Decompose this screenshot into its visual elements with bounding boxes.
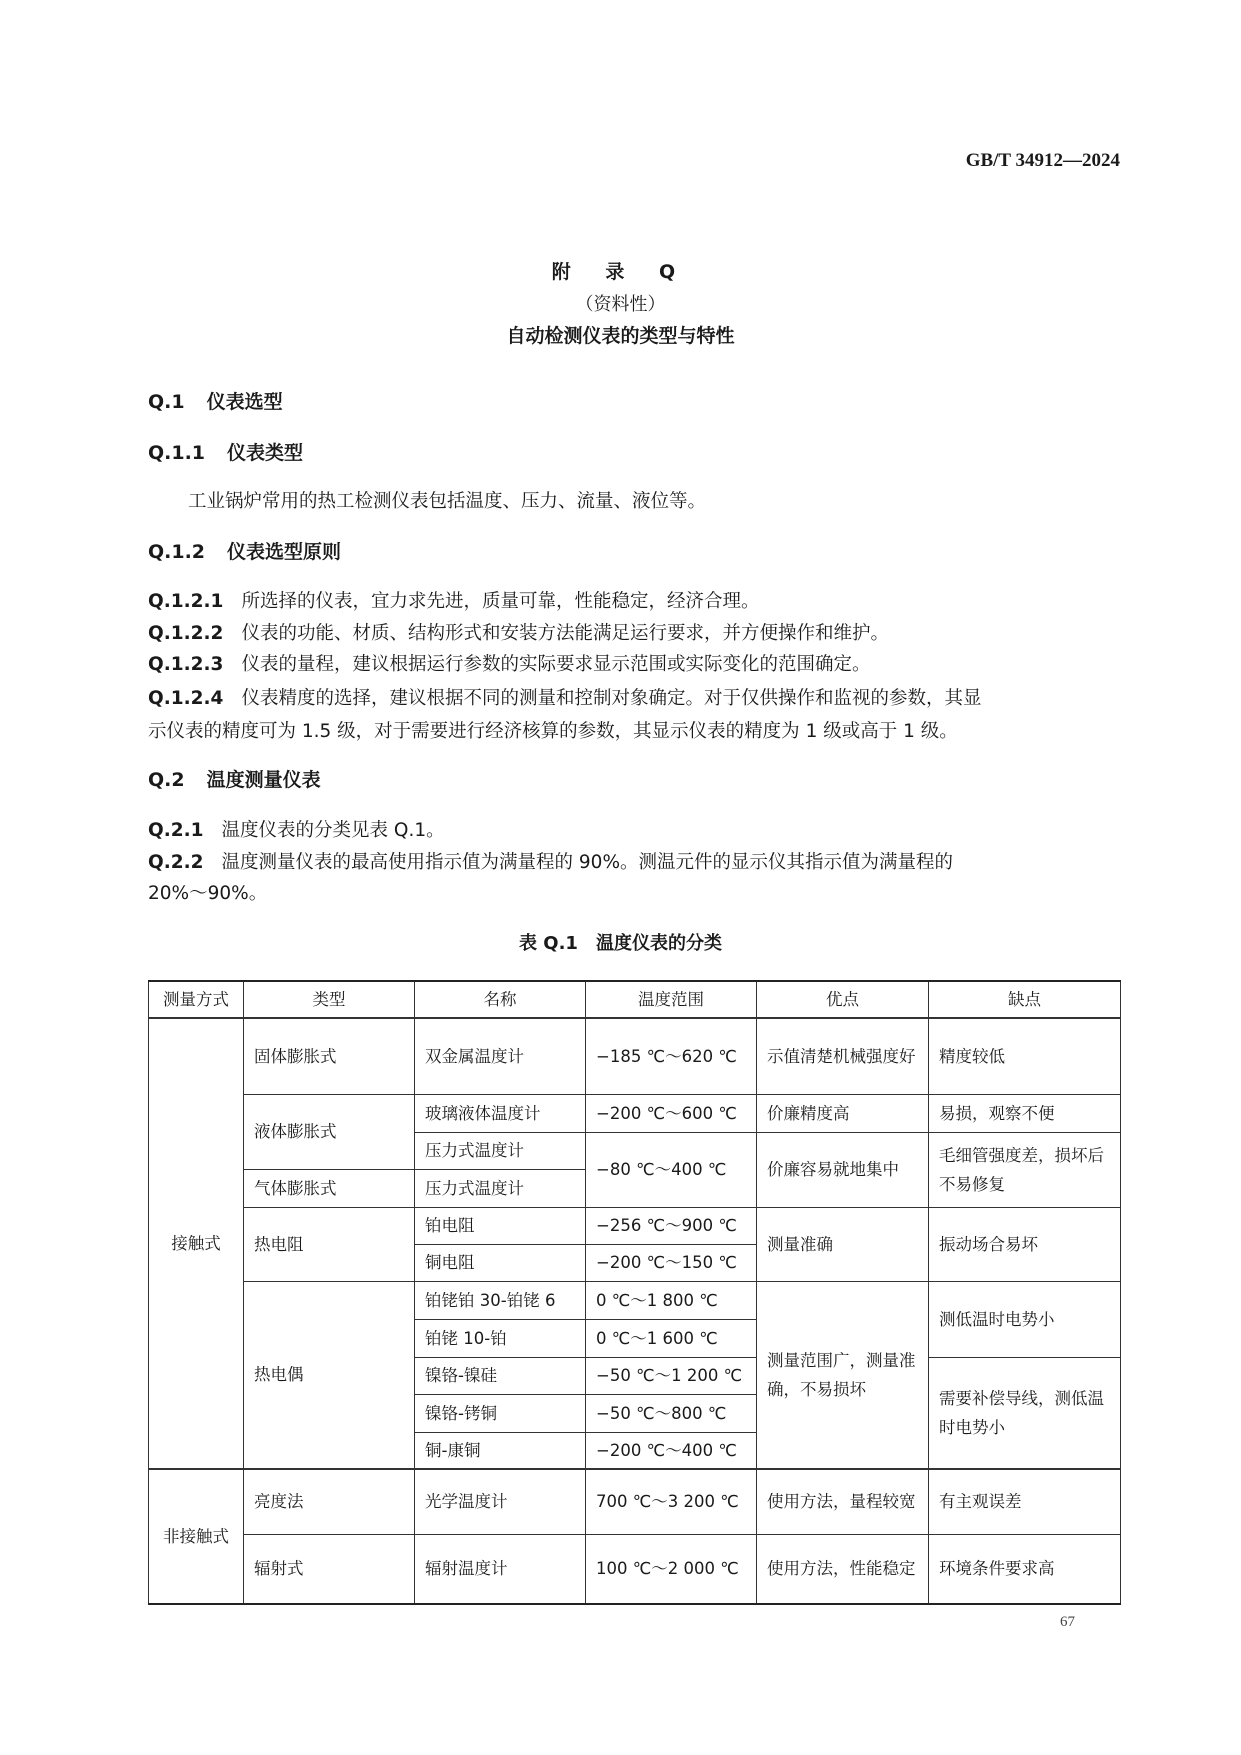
section-title: 温度测量仪表 xyxy=(206,769,321,791)
range-cell: −256 ℃～900 ℃ xyxy=(586,1207,757,1244)
clause-text: 仪表的量程，建议根据运行参数的实际要求显示范围或实际变化的范围确定。 xyxy=(241,654,871,675)
name-cell: 光学温度计 xyxy=(415,1469,586,1534)
standard-number: GB/T 34912—2024 xyxy=(965,150,1120,171)
clause-number: Q.2.2 xyxy=(148,852,204,873)
advantage-cell: 测量范围广，测量准确，不易损坏 xyxy=(757,1281,929,1469)
disadvantage-cell: 易损，观察不便 xyxy=(929,1094,1121,1132)
disadvantage-cell: 精度较低 xyxy=(929,1018,1121,1094)
clause-text: 所选择的仪表，宜力求先进，质量可靠，性能稳定，经济合理。 xyxy=(241,591,760,612)
range-cell: 0 ℃～1 600 ℃ xyxy=(586,1319,757,1357)
section-number: Q.2 xyxy=(148,769,185,791)
section-number: Q.1 xyxy=(148,391,185,413)
clause-text: 仪表的功能、材质、结构形式和安装方法能满足运行要求，并方便操作和维护。 xyxy=(241,623,889,644)
range-cell: 100 ℃～2 000 ℃ xyxy=(586,1534,757,1604)
name-cell: 压力式温度计 xyxy=(415,1169,586,1207)
clause-text: 温度测量仪表的最高使用指示值为满量程的 90%。测温元件的显示仪其指示值为满量程的 xyxy=(221,852,954,873)
range-cell: 700 ℃～3 200 ℃ xyxy=(586,1469,757,1534)
name-cell: 镍铬-铐铜 xyxy=(415,1394,586,1432)
advantage-cell: 价廉精度高 xyxy=(757,1094,929,1132)
column-header: 测量方式 xyxy=(149,981,244,1018)
disadvantage-cell: 需要补偿导线，测低温时电势小 xyxy=(929,1357,1121,1469)
table-caption: 表 Q.1 温度仪表的分类 xyxy=(519,933,722,954)
advantage-cell: 使用方法，量程较宽 xyxy=(757,1469,929,1534)
appendix-nature: （资料性） xyxy=(575,294,666,315)
name-cell: 压力式温度计 xyxy=(415,1132,586,1169)
clause-q124 xyxy=(148,684,1106,710)
range-cell: −200 ℃～600 ℃ xyxy=(586,1094,757,1132)
clause-q21 xyxy=(148,816,1106,842)
column-header: 类型 xyxy=(244,981,415,1018)
name-cell: 辐射温度计 xyxy=(415,1534,586,1604)
range-cell: −200 ℃～400 ℃ xyxy=(586,1432,757,1469)
range-cell: −50 ℃～1 200 ℃ xyxy=(586,1357,757,1394)
method-cell: 非接触式 xyxy=(149,1469,244,1604)
name-cell: 铂铑 10-铂 xyxy=(415,1319,586,1357)
disadvantage-cell: 有主观误差 xyxy=(929,1469,1121,1534)
type-cell: 辐射式 xyxy=(244,1534,415,1604)
type-cell: 热电阻 xyxy=(244,1207,415,1281)
clause-q124-continued: 示仪表的精度可为 1.5 级，对于需要进行经济核算的参数，其显示仪表的精度为 1 级或高于 1 级。 xyxy=(148,721,958,742)
paragraph-q11: 工业锅炉常用的热工检测仪表包括温度、压力、流量、液位等。 xyxy=(188,491,707,512)
range-cell: −80 ℃～400 ℃ xyxy=(586,1132,757,1207)
name-cell: 铂铑铂 30-铂铑 6 xyxy=(415,1281,586,1319)
appendix-title: 自动检测仪表的类型与特性 xyxy=(506,325,735,347)
page-number: 67 xyxy=(1060,1614,1075,1630)
clause-q122 xyxy=(148,619,1106,645)
type-cell: 亮度法 xyxy=(244,1469,415,1534)
section-title: 仪表类型 xyxy=(227,442,304,464)
range-cell: −50 ℃～800 ℃ xyxy=(586,1394,757,1432)
section-title: 仪表选型 xyxy=(206,391,283,413)
clause-number: Q.1.2.2 xyxy=(148,623,224,644)
disadvantage-cell: 振动场合易坏 xyxy=(929,1207,1121,1281)
table-row xyxy=(149,1469,1121,1534)
type-cell: 热电偶 xyxy=(244,1281,415,1469)
disadvantage-cell: 环境条件要求高 xyxy=(929,1534,1121,1604)
name-cell: 玻璃液体温度计 xyxy=(415,1094,586,1132)
clause-q123 xyxy=(148,650,1106,676)
name-cell: 铂电阻 xyxy=(415,1207,586,1244)
table-header-row xyxy=(149,981,1121,1018)
disadvantage-cell: 测低温时电势小 xyxy=(929,1281,1121,1357)
table-row xyxy=(149,1281,1121,1319)
table-row xyxy=(149,1018,1121,1094)
appendix-label: 附 录 Q xyxy=(551,261,690,283)
type-cell: 固体膨胀式 xyxy=(244,1018,415,1094)
section-heading-q2 xyxy=(148,765,321,792)
clause-q121 xyxy=(148,587,1106,613)
section-title: 仪表选型原则 xyxy=(227,541,342,563)
name-cell: 镍铬-镍硅 xyxy=(415,1357,586,1394)
temperature-instrument-table xyxy=(148,980,1121,1605)
clause-q22-continued: 20%～90%。 xyxy=(148,883,268,904)
table-row xyxy=(149,1094,1121,1132)
method-cell: 接触式 xyxy=(149,1018,244,1469)
type-cell: 气体膨胀式 xyxy=(244,1169,415,1207)
clause-text: 仪表精度的选择，建议根据不同的测量和控制对象确定。对于仅供操作和监视的参数，其显 xyxy=(241,688,982,709)
disadvantage-cell: 毛细管强度差，损坏后不易修复 xyxy=(929,1132,1121,1207)
advantage-cell: 示值清楚机械强度好 xyxy=(757,1018,929,1094)
advantage-cell: 测量准确 xyxy=(757,1207,929,1281)
section-number: Q.1.2 xyxy=(148,541,206,563)
section-heading-q1 xyxy=(148,387,283,414)
name-cell: 双金属温度计 xyxy=(415,1018,586,1094)
clause-text: 温度仪表的分类见表 Q.1。 xyxy=(221,820,445,841)
clause-number: Q.1.2.4 xyxy=(148,688,224,709)
advantage-cell: 价廉容易就地集中 xyxy=(757,1132,929,1207)
section-number: Q.1.1 xyxy=(148,442,206,464)
column-header: 缺点 xyxy=(929,981,1121,1018)
table-row xyxy=(149,1207,1121,1244)
name-cell: 铜电阻 xyxy=(415,1244,586,1281)
name-cell: 铜-康铜 xyxy=(415,1432,586,1469)
section-heading-q12 xyxy=(148,537,341,564)
column-header: 优点 xyxy=(757,981,929,1018)
section-heading-q11 xyxy=(148,438,303,465)
clause-q22 xyxy=(148,848,1106,874)
type-cell: 液体膨胀式 xyxy=(244,1094,415,1169)
clause-number: Q.1.2.3 xyxy=(148,654,224,675)
column-header: 温度范围 xyxy=(586,981,757,1018)
column-header: 名称 xyxy=(415,981,586,1018)
range-cell: 0 ℃～1 800 ℃ xyxy=(586,1281,757,1319)
table-row xyxy=(149,1534,1121,1604)
clause-number: Q.2.1 xyxy=(148,820,204,841)
advantage-cell: 使用方法，性能稳定 xyxy=(757,1534,929,1604)
range-cell: −185 ℃～620 ℃ xyxy=(586,1018,757,1094)
clause-number: Q.1.2.1 xyxy=(148,591,224,612)
range-cell: −200 ℃～150 ℃ xyxy=(586,1244,757,1281)
